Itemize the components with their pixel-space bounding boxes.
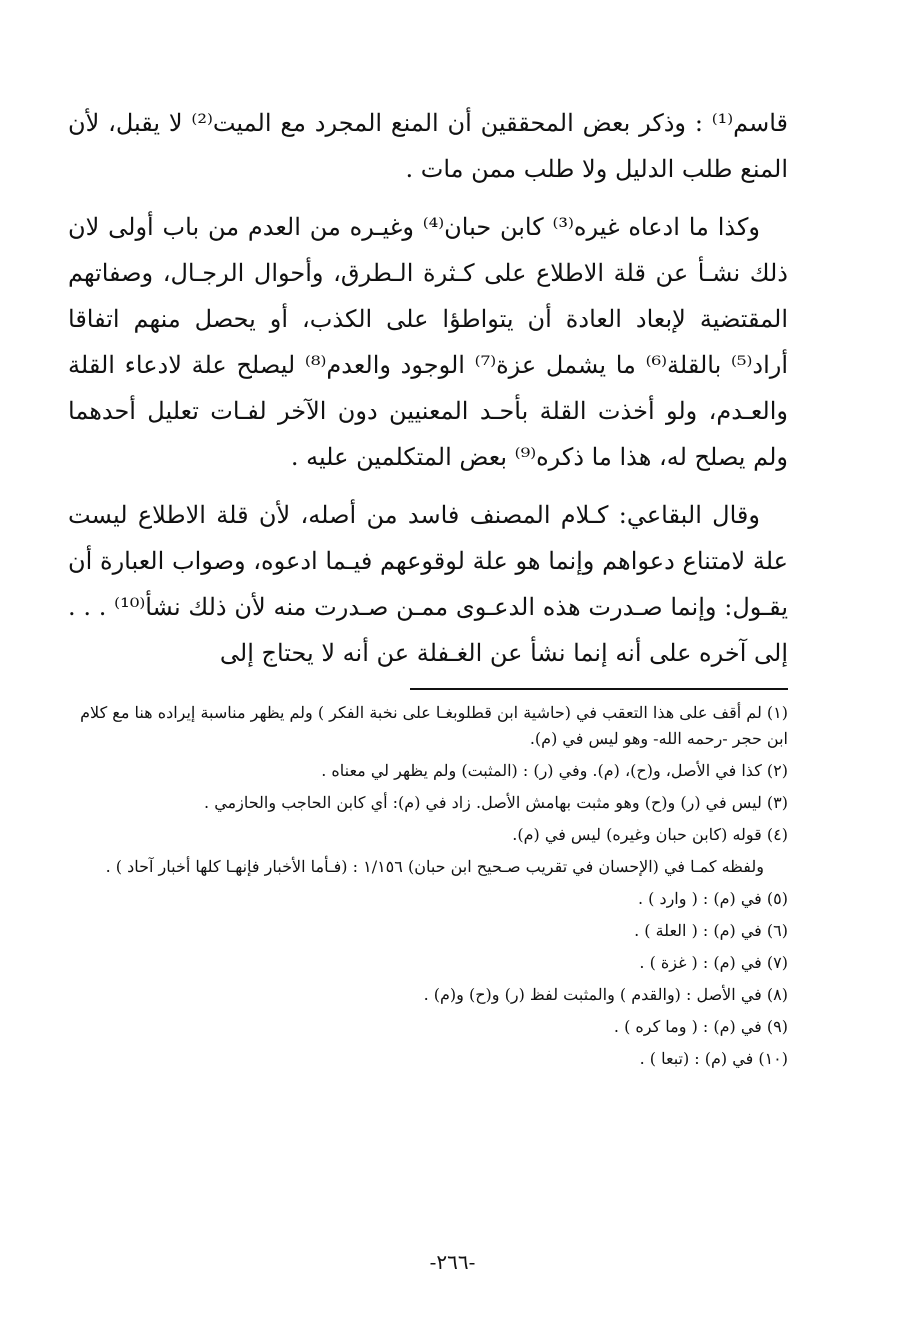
- page-content: [68, 100, 788, 1078]
- footnote-8: (٨) في الأصل : (والقدم ) والمثبت لفظ (ر) و(ح) و(م) .: [423, 985, 788, 1004]
- body-paragraph-3: وقال البقاعي: كـلام المصنف فاسد من أصله، لأن قلة الاطلاع ليست علة لامتناع دعواهم وإنما هو علة لوقوعهم فيـما ادعوه، وصواب العبارة أن يقـول: وإنما صـدرت هذه الدعـوى ممـن صـدرت منه لأن ذلك نشأ⁽¹⁰⁾ . . . إلى آخره على أنه إنما نشأ عن الغـفلة عن أنه لا يحتاج إلى: [68, 501, 789, 667]
- footnote-6: (٦) في (م) : ( العلة ) .: [634, 921, 788, 940]
- footnotes: [68, 700, 788, 1072]
- footnote-7: (٧) في (م) : ( غزة ) .: [639, 953, 788, 972]
- footnote-4: (٤) قوله (كابن حبان وغيره) ليس في (م).: [512, 825, 788, 844]
- footnote-9: (٩) في (م) : ( وما كره ) .: [613, 1017, 788, 1036]
- footnote-1: (١) لم أقف على هذا التعقب في (حاشية ابن قطلوبغـا على نخبة الفكر ) ولم يظهر مناسبة إيراده هنا مع كلام ابن حجر -رحمه الله- وهو ليس في (م).: [80, 703, 788, 748]
- body-paragraph-2: وكذا ما ادعاه غيره⁽³⁾ كابن حبان⁽⁴⁾ وغيـره من العدم من باب أولى لان ذلك نشـأ عن قلة الاطلاع على كـثرة الـطرق، وأحوال الرجـال، وصفاتهم المقتضية لإبعاد العادة أن يتواطؤا على الكذب، أو يحصل منهم اتفاقا أراد⁽⁵⁾ بالقلة⁽⁶⁾ ما يشمل عزة⁽⁷⁾ الوجود والعدم⁽⁸⁾ ليصلح علة لادعاء القلة والعـدم، ولو أخذت القلة بأحـد المعنيين دون الآخر لفـات تعليل أحدهما ولم يصلح له، هذا ما ذكره⁽⁹⁾ بعض المتكلمين عليه .: [68, 213, 789, 471]
- footnote-3: (٣) ليس في (ر) و(ح) وهو مثبت بهامش الأصل. زاد في (م): أي كابن الحاجب والحازمي .: [204, 793, 788, 812]
- body-paragraph-1: قاسم⁽¹⁾ : وذكر بعض المحققين أن المنع المجرد مع الميت⁽²⁾ لا يقبل، لأن المنع طلب الدليل ولا طلب ممن مات .: [68, 109, 789, 183]
- page-number: -٢٦٦-: [429, 1250, 476, 1274]
- footnote-4-continuation: ولفظه كمـا في (الإحسان في تقريب صـحيح ابن حبان) ١/١٥٦ : (فـأما الأخبار فإنهـا كلها أخبار آحاد ) .: [105, 857, 764, 876]
- footnote-10: (١٠) في (م) : (تبعا ) .: [639, 1049, 788, 1068]
- footnote-5: (٥) في (م) : ( وارد ) .: [637, 889, 788, 908]
- footnote-divider: [410, 688, 788, 690]
- footnote-2: (٢) كذا في الأصل، و(ح)، (م). وفي (ر) : (المثبت) ولم يظهر لي معناه .: [321, 761, 788, 780]
